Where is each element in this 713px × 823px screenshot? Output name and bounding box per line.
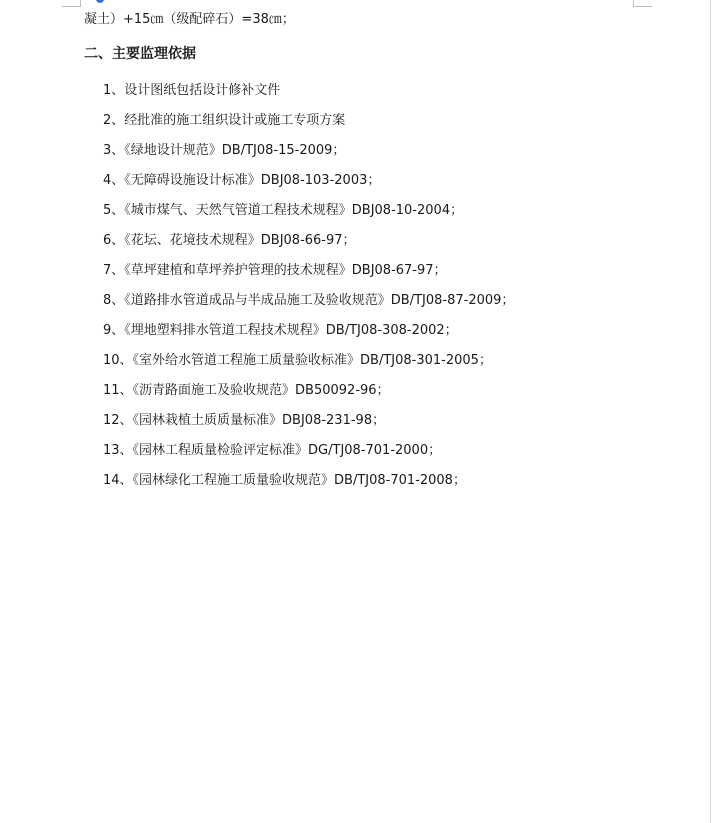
cursor-marker	[96, 0, 104, 3]
list-item: 1、设计图纸包括设计修补文件	[103, 83, 281, 98]
list-item: 8、《道路排水管道成品与半成品施工及验收规范》DB/TJ08-87-2009；	[103, 293, 515, 308]
list-item: 2、经批准的施工组织设计或施工专项方案	[103, 113, 346, 128]
basis-list	[103, 81, 514, 501]
list-item: 5、《城市煤气、天然气管道工程技术规程》DBJ08-10-2004；	[103, 203, 464, 218]
page-corner-mark-right	[633, 0, 652, 7]
page-corner-mark-left	[62, 0, 81, 7]
list-item: 7、《草坪建植和草坪养护管理的技术规程》DBJ08-67-97；	[103, 263, 447, 278]
list-item: 14、《园林绿化工程施工质量验收规范》DB/TJ08-701-2008；	[103, 473, 466, 488]
list-item: 3、《绿地设计规范》DB/TJ08-15-2009；	[103, 143, 346, 158]
list-item: 11、《沥青路面施工及验收规范》DB50092-96；	[103, 383, 390, 398]
list-item: 4、《无障碍设施设计标准》DBJ08-103-2003；	[103, 173, 381, 188]
section-heading: 二、主要监理依据	[84, 46, 196, 62]
list-item: 10、《室外给水管道工程施工质量验收标准》DB/TJ08-301-2005；	[103, 353, 492, 368]
page-edge	[710, 0, 711, 823]
list-item: 13、《园林工程质量检验评定标准》DG/TJ08-701-2000；	[103, 443, 442, 458]
list-item: 6、《花坛、花境技术规程》DBJ08-66-97；	[103, 233, 356, 248]
list-item: 12、《园林栽植土质质量标准》DBJ08-231-98；	[103, 413, 386, 428]
continued-text-line: 凝土）+15㎝（级配碎石）=38㎝；	[84, 12, 295, 27]
list-item: 9、《埋地塑料排水管道工程技术规程》DB/TJ08-308-2002；	[103, 323, 458, 338]
